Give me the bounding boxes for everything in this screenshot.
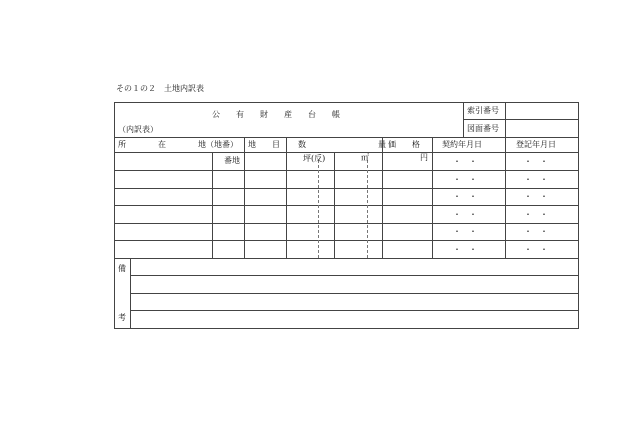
tsubo-dashed-divider bbox=[318, 160, 319, 258]
frame-right-line bbox=[578, 102, 579, 328]
registration-date-dots: ・ ・ bbox=[524, 175, 548, 184]
form-caption: その１の２ 土地内訳表 bbox=[116, 84, 204, 93]
column-quantity-header: 数 量 bbox=[298, 140, 386, 149]
contract-date-dots: ・ ・ bbox=[453, 175, 477, 184]
index-number-field[interactable] bbox=[506, 103, 577, 118]
row-line bbox=[114, 223, 579, 224]
column-registration-date-header: 登記年月日 bbox=[516, 140, 556, 149]
header-divider bbox=[244, 137, 245, 152]
row-line bbox=[114, 188, 579, 189]
body-divider bbox=[505, 152, 506, 258]
map-number-label: 図面番号 bbox=[467, 124, 499, 133]
remarks-line bbox=[130, 275, 578, 276]
map-number-field[interactable] bbox=[506, 120, 577, 136]
column-land-category-header: 地 目 bbox=[248, 140, 280, 149]
body-divider bbox=[212, 152, 213, 258]
contract-date-dots: ・ ・ bbox=[453, 192, 477, 201]
row-line bbox=[114, 240, 579, 241]
contract-date-dots: ・ ・ bbox=[453, 210, 477, 219]
tsubo-unit: 坪(反) bbox=[303, 154, 326, 163]
sqm-dashed-divider bbox=[367, 160, 368, 258]
remarks-label-top: 備 bbox=[118, 264, 126, 273]
registration-date-dots: ・ ・ bbox=[524, 157, 548, 166]
body-divider bbox=[432, 152, 433, 258]
column-location-header: 所 在 地（地番） bbox=[118, 140, 238, 149]
body-divider bbox=[382, 152, 383, 258]
column-contract-date-header: 契約年月日 bbox=[442, 140, 482, 149]
registration-date-dots: ・ ・ bbox=[524, 210, 548, 219]
body-divider bbox=[286, 152, 287, 258]
row-line bbox=[114, 170, 579, 171]
registration-date-dots: ・ ・ bbox=[524, 192, 548, 201]
remarks-line bbox=[130, 293, 578, 294]
registration-date-dots: ・ ・ bbox=[524, 227, 548, 236]
contract-date-dots: ・ ・ bbox=[453, 157, 477, 166]
sqm-unit: ㎡ bbox=[361, 153, 369, 162]
frame-left-line bbox=[114, 102, 115, 328]
index-number-label: 索引番号 bbox=[467, 106, 499, 115]
remarks-line bbox=[130, 310, 578, 311]
header-divider bbox=[382, 137, 383, 152]
header-divider bbox=[505, 137, 506, 152]
contract-date-dots: ・ ・ bbox=[453, 227, 477, 236]
header-divider bbox=[432, 137, 433, 152]
lot-number-unit: 番地 bbox=[224, 156, 240, 165]
header-top-line bbox=[114, 137, 579, 138]
header-divider bbox=[286, 137, 287, 152]
column-price-header: 価 格 bbox=[388, 140, 420, 149]
frame-bottom-line bbox=[114, 328, 579, 329]
contract-date-dots: ・ ・ bbox=[453, 245, 477, 254]
body-divider bbox=[244, 152, 245, 258]
form-subtitle: （内訳表） bbox=[118, 125, 158, 134]
registration-date-dots: ・ ・ bbox=[524, 245, 548, 254]
yen-unit: 円 bbox=[420, 153, 428, 162]
header-bottom-line bbox=[114, 152, 579, 153]
body-divider bbox=[334, 152, 335, 258]
row-line bbox=[114, 205, 579, 206]
remarks-label-bottom: 考 bbox=[118, 313, 126, 322]
row-line bbox=[114, 258, 579, 259]
form-title: 公 有 財 産 台 帳 bbox=[212, 110, 340, 119]
